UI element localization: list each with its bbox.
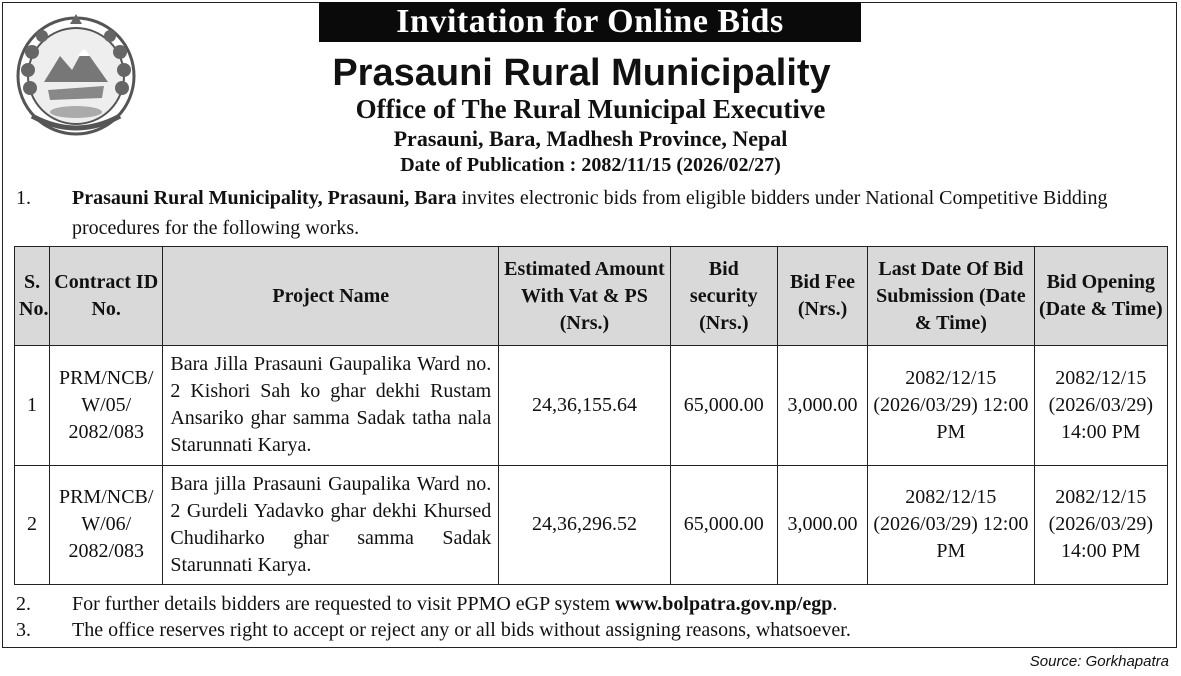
- municipality-name: Prasauni Rural Municipality: [332, 52, 831, 94]
- cell-submission: 2082/12/15 (2026/03/29) 12:00 PM: [868, 346, 1034, 466]
- intro-text: invites electronic bids from eligible bidders under National Competitive Bidding procedures for the following works.: [72, 187, 1108, 239]
- office-name: Office of The Rural Municipal Executive: [355, 94, 826, 124]
- col-header-amount: Estimated Amount With Vat & PS (Nrs.): [499, 247, 670, 346]
- col-header-contract-id: Contract ID No.: [50, 247, 163, 346]
- cell-submission: 2082/12/15 (2026/03/29) 12:00 PM: [868, 465, 1034, 585]
- note2-number: 2.: [16, 593, 31, 615]
- cell-amount: 24,36,155.64: [499, 346, 670, 466]
- note3-number: 3.: [16, 619, 31, 641]
- col-header-project: Project Name: [163, 247, 499, 346]
- intro-number: 1.: [16, 187, 31, 209]
- cell-opening: 2082/12/15 (2026/03/29) 14:00 PM: [1034, 465, 1167, 585]
- egp-link[interactable]: www.bolpatra.gov.np/egp: [615, 593, 833, 615]
- source-credit: Source: Gorkhapatra: [1029, 653, 1169, 670]
- notice-title: Invitation for Online Bids: [319, 2, 861, 42]
- cell-sn: 2: [15, 465, 50, 585]
- cell-contract-id: PRM/NCB/ W/05/ 2082/083: [50, 346, 163, 466]
- publication-date: Date of Publication : 2082/11/15 (2026/02/27): [400, 154, 781, 176]
- table-row: [15, 346, 1168, 466]
- note2-paragraph: [72, 592, 1168, 616]
- cell-contract-id: PRM/NCB/ W/06/ 2082/083: [50, 465, 163, 585]
- cell-fee: 3,000.00: [777, 465, 867, 585]
- cell-sn: 1: [15, 346, 50, 466]
- bids-table: [14, 246, 1168, 585]
- note3-paragraph: The office reserves right to accept or reject any or all bids without assigning reasons, whatsoever.: [72, 619, 851, 641]
- col-header-fee: Bid Fee (Nrs.): [777, 247, 867, 346]
- col-header-security: Bid security (Nrs.): [670, 247, 777, 346]
- table-header-row: [15, 247, 1168, 346]
- col-header-opening: Bid Opening (Date & Time): [1034, 247, 1167, 346]
- col-header-sn: S. No.: [15, 247, 50, 346]
- col-header-submission: Last Date Of Bid Submission (Date & Time): [868, 247, 1034, 346]
- intro-entity: Prasauni Rural Municipality, Prasauni, Bara: [72, 187, 457, 209]
- cell-security: 65,000.00: [670, 346, 777, 466]
- intro-paragraph: [72, 183, 1168, 243]
- cell-project: Bara Jilla Prasauni Gaupalika Ward no. 2 Kishori Sah ko ghar dekhi Rustam Ansariko ghar samma Sadak tatha nala Starunnati Karya.: [163, 346, 499, 466]
- cell-opening: 2082/12/15 (2026/03/29) 14:00 PM: [1034, 346, 1167, 466]
- cell-fee: 3,000.00: [777, 346, 867, 466]
- note2-text: For further details bidders are requested to visit PPMO eGP system: [72, 593, 616, 615]
- table-row: [15, 465, 1168, 585]
- address: Prasauni, Bara, Madhesh Province, Nepal: [393, 126, 788, 151]
- cell-security: 65,000.00: [670, 465, 777, 585]
- cell-project: Bara jilla Prasauni Gaupalika Ward no. 2 Gurdeli Yadavko ghar dekhi Khursed Chudiharko ghar samma Sadak Starunnati Karya.: [163, 465, 499, 585]
- cell-amount: 24,36,296.52: [499, 465, 670, 585]
- note2-end: .: [832, 593, 838, 615]
